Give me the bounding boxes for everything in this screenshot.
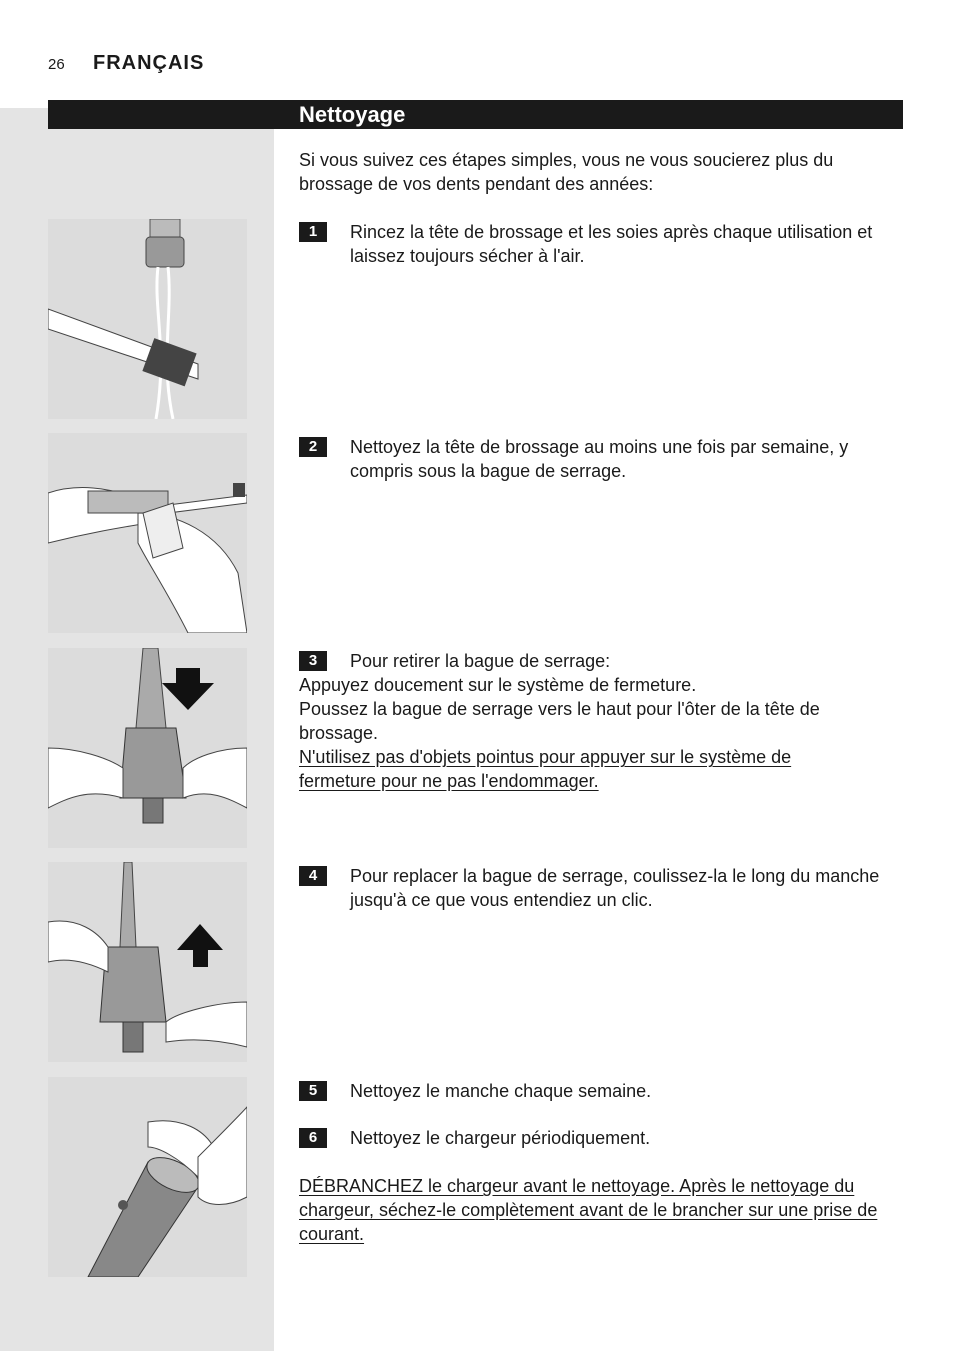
- illustration-remove-ring: [48, 648, 247, 848]
- step-text: Pour retirer la bague de serrage:: [350, 651, 611, 671]
- step-number: 6: [299, 1128, 327, 1148]
- step-5: [299, 1079, 899, 1103]
- step-3-line-1: Appuyez doucement sur le système de fermeture.: [299, 675, 697, 695]
- pointer-2: [247, 433, 273, 457]
- illustration-rinse: [48, 219, 247, 419]
- step-6: [299, 1126, 899, 1150]
- step-4: [299, 864, 899, 912]
- step-3: [299, 649, 899, 673]
- intro-text: Si vous suivez ces étapes simples, vous ne vous soucierez plus du brossage de vos dents pendant des années:: [299, 150, 834, 194]
- section-title: Nettoyage: [299, 102, 406, 127]
- illustration-replace-ring: [48, 862, 247, 1062]
- pointer-5: [247, 1077, 273, 1101]
- pointer-3: [247, 648, 273, 672]
- pointer-1: [247, 219, 273, 243]
- pointer-4: [247, 862, 273, 886]
- step-3-warning: N'utilisez pas d'objets pointus pour appuyer sur le système de fermeture pour ne pas l'endommager.: [299, 747, 792, 791]
- step-number: 4: [299, 866, 327, 886]
- step-3-detail: [299, 673, 899, 793]
- language-header: FRANÇAIS: [93, 52, 205, 74]
- step-number: 2: [299, 437, 327, 457]
- unplug-warning: DÉBRANCHEZ le chargeur avant le nettoyage. Après le nettoyage du chargeur, séchez-le complètement avant de le brancher sur une prise de courant.: [299, 1176, 878, 1244]
- step-2: [299, 435, 899, 483]
- illustration-clean-head: [48, 433, 247, 633]
- step-1: [299, 220, 899, 268]
- step-number: 1: [299, 222, 327, 242]
- section-title-bar: [48, 100, 903, 129]
- step-text: Nettoyez la tête de brossage au moins une fois par semaine, y compris sous la bague de serrage.: [350, 437, 849, 481]
- step-text: Rincez la tête de brossage et les soies après chaque utilisation et laissez toujours sécher à l'air.: [350, 222, 873, 266]
- step-number: 3: [299, 651, 327, 671]
- step-number: 5: [299, 1081, 327, 1101]
- step-text: Pour replacer la bague de serrage, coulissez-la le long du manche jusqu'à ce que vous entendiez un clic.: [350, 866, 880, 910]
- page-number: 26: [48, 56, 65, 73]
- step-text: Nettoyez le manche chaque semaine.: [350, 1081, 652, 1101]
- step-3-line-2: Poussez la bague de serrage vers le haut pour l'ôter de la tête de brossage.: [299, 699, 820, 743]
- illustration-clean-handle: [48, 1077, 247, 1277]
- step-text: Nettoyez le chargeur périodiquement.: [350, 1128, 651, 1148]
